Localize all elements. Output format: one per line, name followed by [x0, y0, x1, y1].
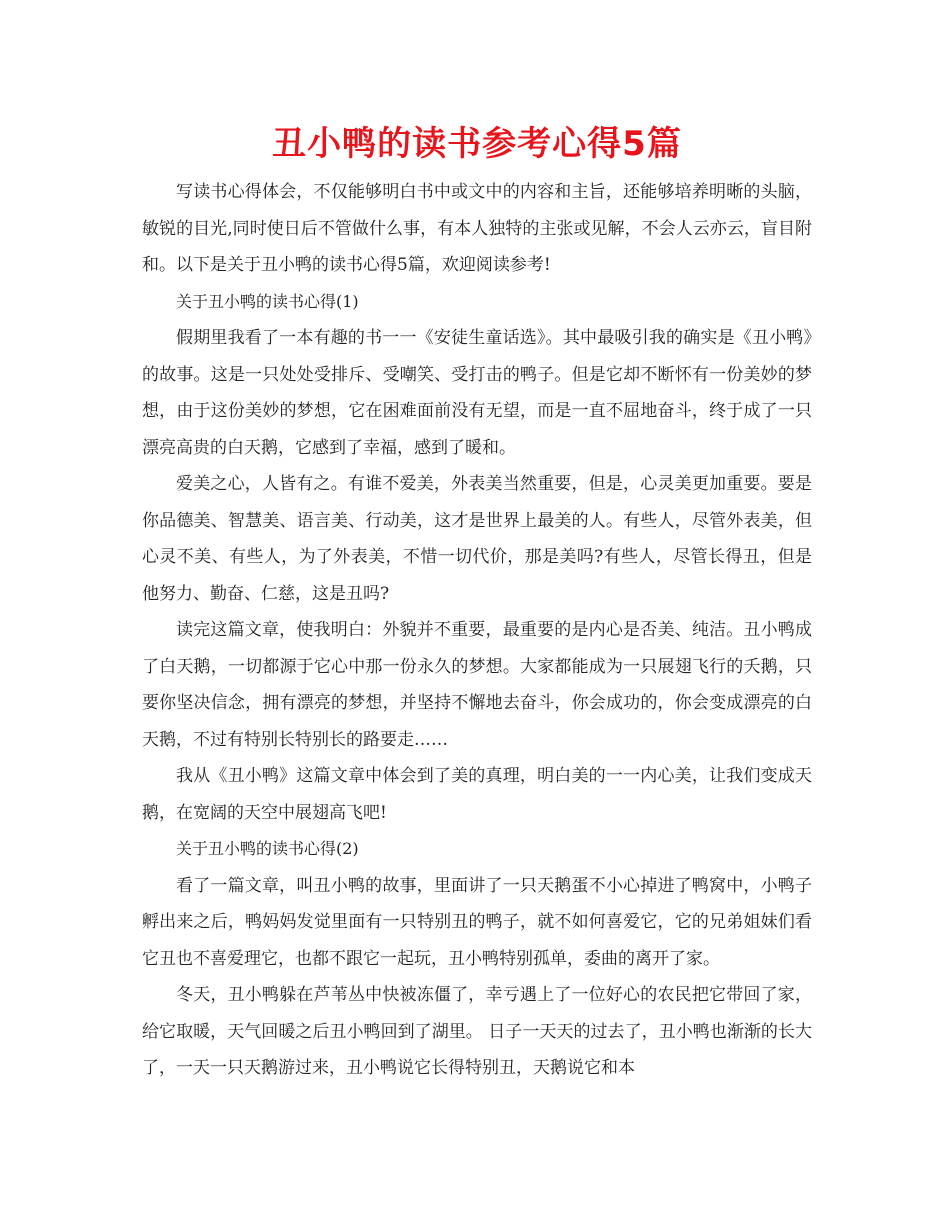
intro-paragraph: 写读书心得体会，不仅能够明白书中或文中的内容和主旨，还能够培养明晰的头脑，敏锐的目光,同时使日后不管做什么事，有本人独特的主张或见解，不会人云亦云，盲目附和。以下是关于丑小鸭的读书心得5篇，欢迎阅读参考! [142, 182, 812, 275]
section-1-paragraph-3: 读完这篇文章，使我明白：外貌并不重要，最重要的是内心是否美、纯洁。丑小鸭成了白天鹅，一切都源于它心中那一份永久的梦想。大家都能成为一只展翅飞行的夭鹅，只要你坚决信念，拥有漂亮的梦想，并坚持不懈地去奋斗，你会成功的，你会变成漂亮的白天鹅，不过有特别长特别长的路要走…… [142, 620, 812, 750]
document-title: 丑小鸭的读书参考心得5篇 [272, 124, 682, 164]
section-1-heading: 关于丑小鸭的读书心得(1) [176, 291, 359, 311]
section-2-paragraph-1: 看了一篇文章，叫丑小鸭的故事，里面讲了一只天鹅蛋不小心掉进了鸭窝中，小鸭子孵出来之后，鸭妈妈发觉里面有一只特别丑的鸭子，就不如何喜爱它，它的兄弟姐妹们看它丑也不喜爱理它，也都不跟它一起玩，丑小鸭特别孤单，委曲的离开了家。 [142, 875, 812, 969]
section-1-paragraph-1: 假期里我看了一本有趣的书一一《安徒生童话选》。其中最吸引我的确实是《丑小鸭》的故事。这是一只处处受排斥、受嘲笑、受打击的鸭子。但是它却不断怀有一份美妙的梦想，由于这份美妙的梦想，它在困难面前没有无望，而是一直不屈地奋斗，终于成了一只漂亮高贵的白天鹅，它感到了幸福，感到了暖和。 [142, 328, 812, 458]
section-2-paragraph-2: 冬天，丑小鸭躲在芦苇丛中快被冻僵了，幸亏遇上了一位好心的农民把它带回了家，给它取暖，天气回暖之后丑小鸭回到了湖里。 日子一天天的过去了，丑小鸭也渐渐的长大了，一天一只天鹅游过来，丑小鸭说它长得特别丑，天鹅说它和本 [142, 985, 812, 1078]
section-2-heading: 关于丑小鸭的读书心得(2) [176, 839, 359, 858]
section-1-paragraph-4: 我从《丑小鸭》这篇文章中体会到了美的真理，明白美的一一内心美，让我们变成天鹅，在宽阔的天空中展翅高飞吧! [142, 766, 812, 823]
section-1-paragraph-2: 爱美之心，人皆有之。有谁不爱美，外表美当然重要，但是，心灵美更加重要。要是你品德美、智慧美、语言美、行动美，这才是世界上最美的人。有些人，尽管外表美，但心灵不美、有些人，为了外表美，不惜一切代价，那是美吗?有些人，尽管长得丑，但是他努力、勤奋、仁慈，这是丑吗? [142, 474, 812, 604]
